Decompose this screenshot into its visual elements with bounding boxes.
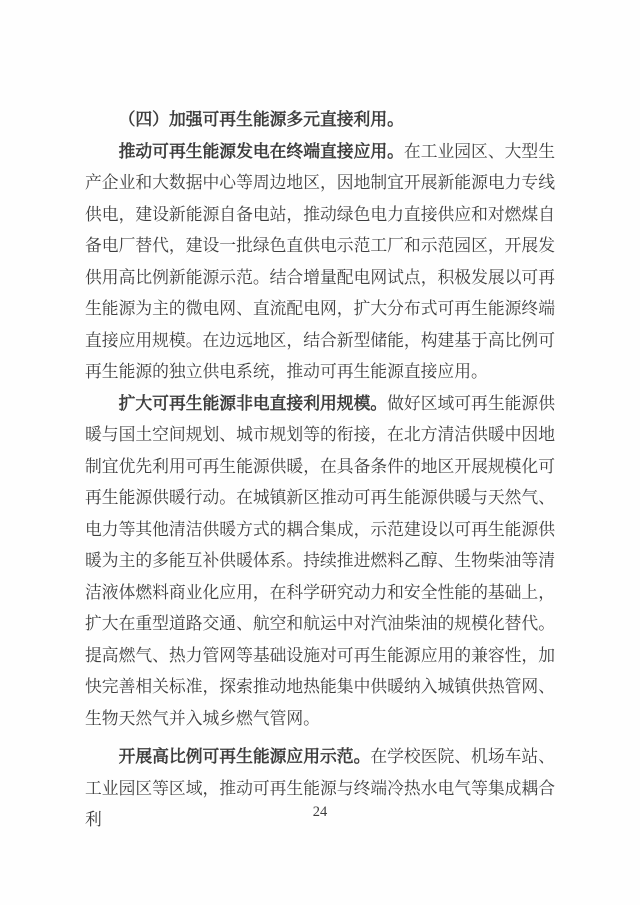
paragraph: [85, 388, 555, 735]
paragraph-body: 做好区域可再生能源供暖与国土空间规划、城市规划等的衔接，在北方清洁供暖中因地制宜优先利用可再生能源供暖，在具备条件的地区开展规模化可再生能源供暖行动。在城镇新区推动可再生能源供暖与天然气、电力等其他清洁供暖方式的耦合集成，示范建设以可再生能源供暖为主的多能互补供暖体系。持续推进燃料乙醇、生物柴油等清洁液体燃料商业化应用，在科学研究动力和安全性能的基础上，扩大在重型道路交通、航空和航运中对汽油柴油的规模化替代。提高燃气、热力管网等基础设施对可再生能源应用的兼容性，加快完善相关标准，探索推动地热能集中供暖纳入城镇供热管网、生物天然气并入城乡燃气管网。: [85, 393, 555, 728]
page-content: [85, 104, 555, 836]
paragraph-lead: 开展高比例可再生能源应用示范。: [118, 747, 371, 766]
paragraph: [85, 136, 555, 388]
paragraph: [85, 741, 555, 836]
section-heading: （四）加强可再生能源多元直接利用。: [118, 110, 404, 129]
paragraph-lead: 扩大可再生能源非电直接利用规模。: [118, 393, 388, 413]
page-number: 24: [312, 804, 328, 820]
paragraph-body: 在学校医院、机场车站、工业园区等区域，推动可再生能源与终端冷热水电气等集成耦合利: [85, 747, 555, 829]
paragraph-lead: 推动可再生能源发电在终端直接应用。: [118, 141, 404, 161]
paragraph-body: 在工业园区、大型生产企业和大数据中心等周边地区，因地制宜开展新能源电力专线供电，建设新能源自备电站，推动绿色电力直接供应和对燃煤自备电厂替代，建设一批绿色直供电示范工厂和示范园区，开展发供用高比例新能源示范。结合增量配电网试点，积极发展以可再生能源为主的微电网、直流配电网，扩大分布式可再生能源终端直接应用规模。在边远地区，结合新型储能，构建基于高比例可再生能源的独立供电系统，推动可再生能源直接应用。: [85, 141, 555, 381]
